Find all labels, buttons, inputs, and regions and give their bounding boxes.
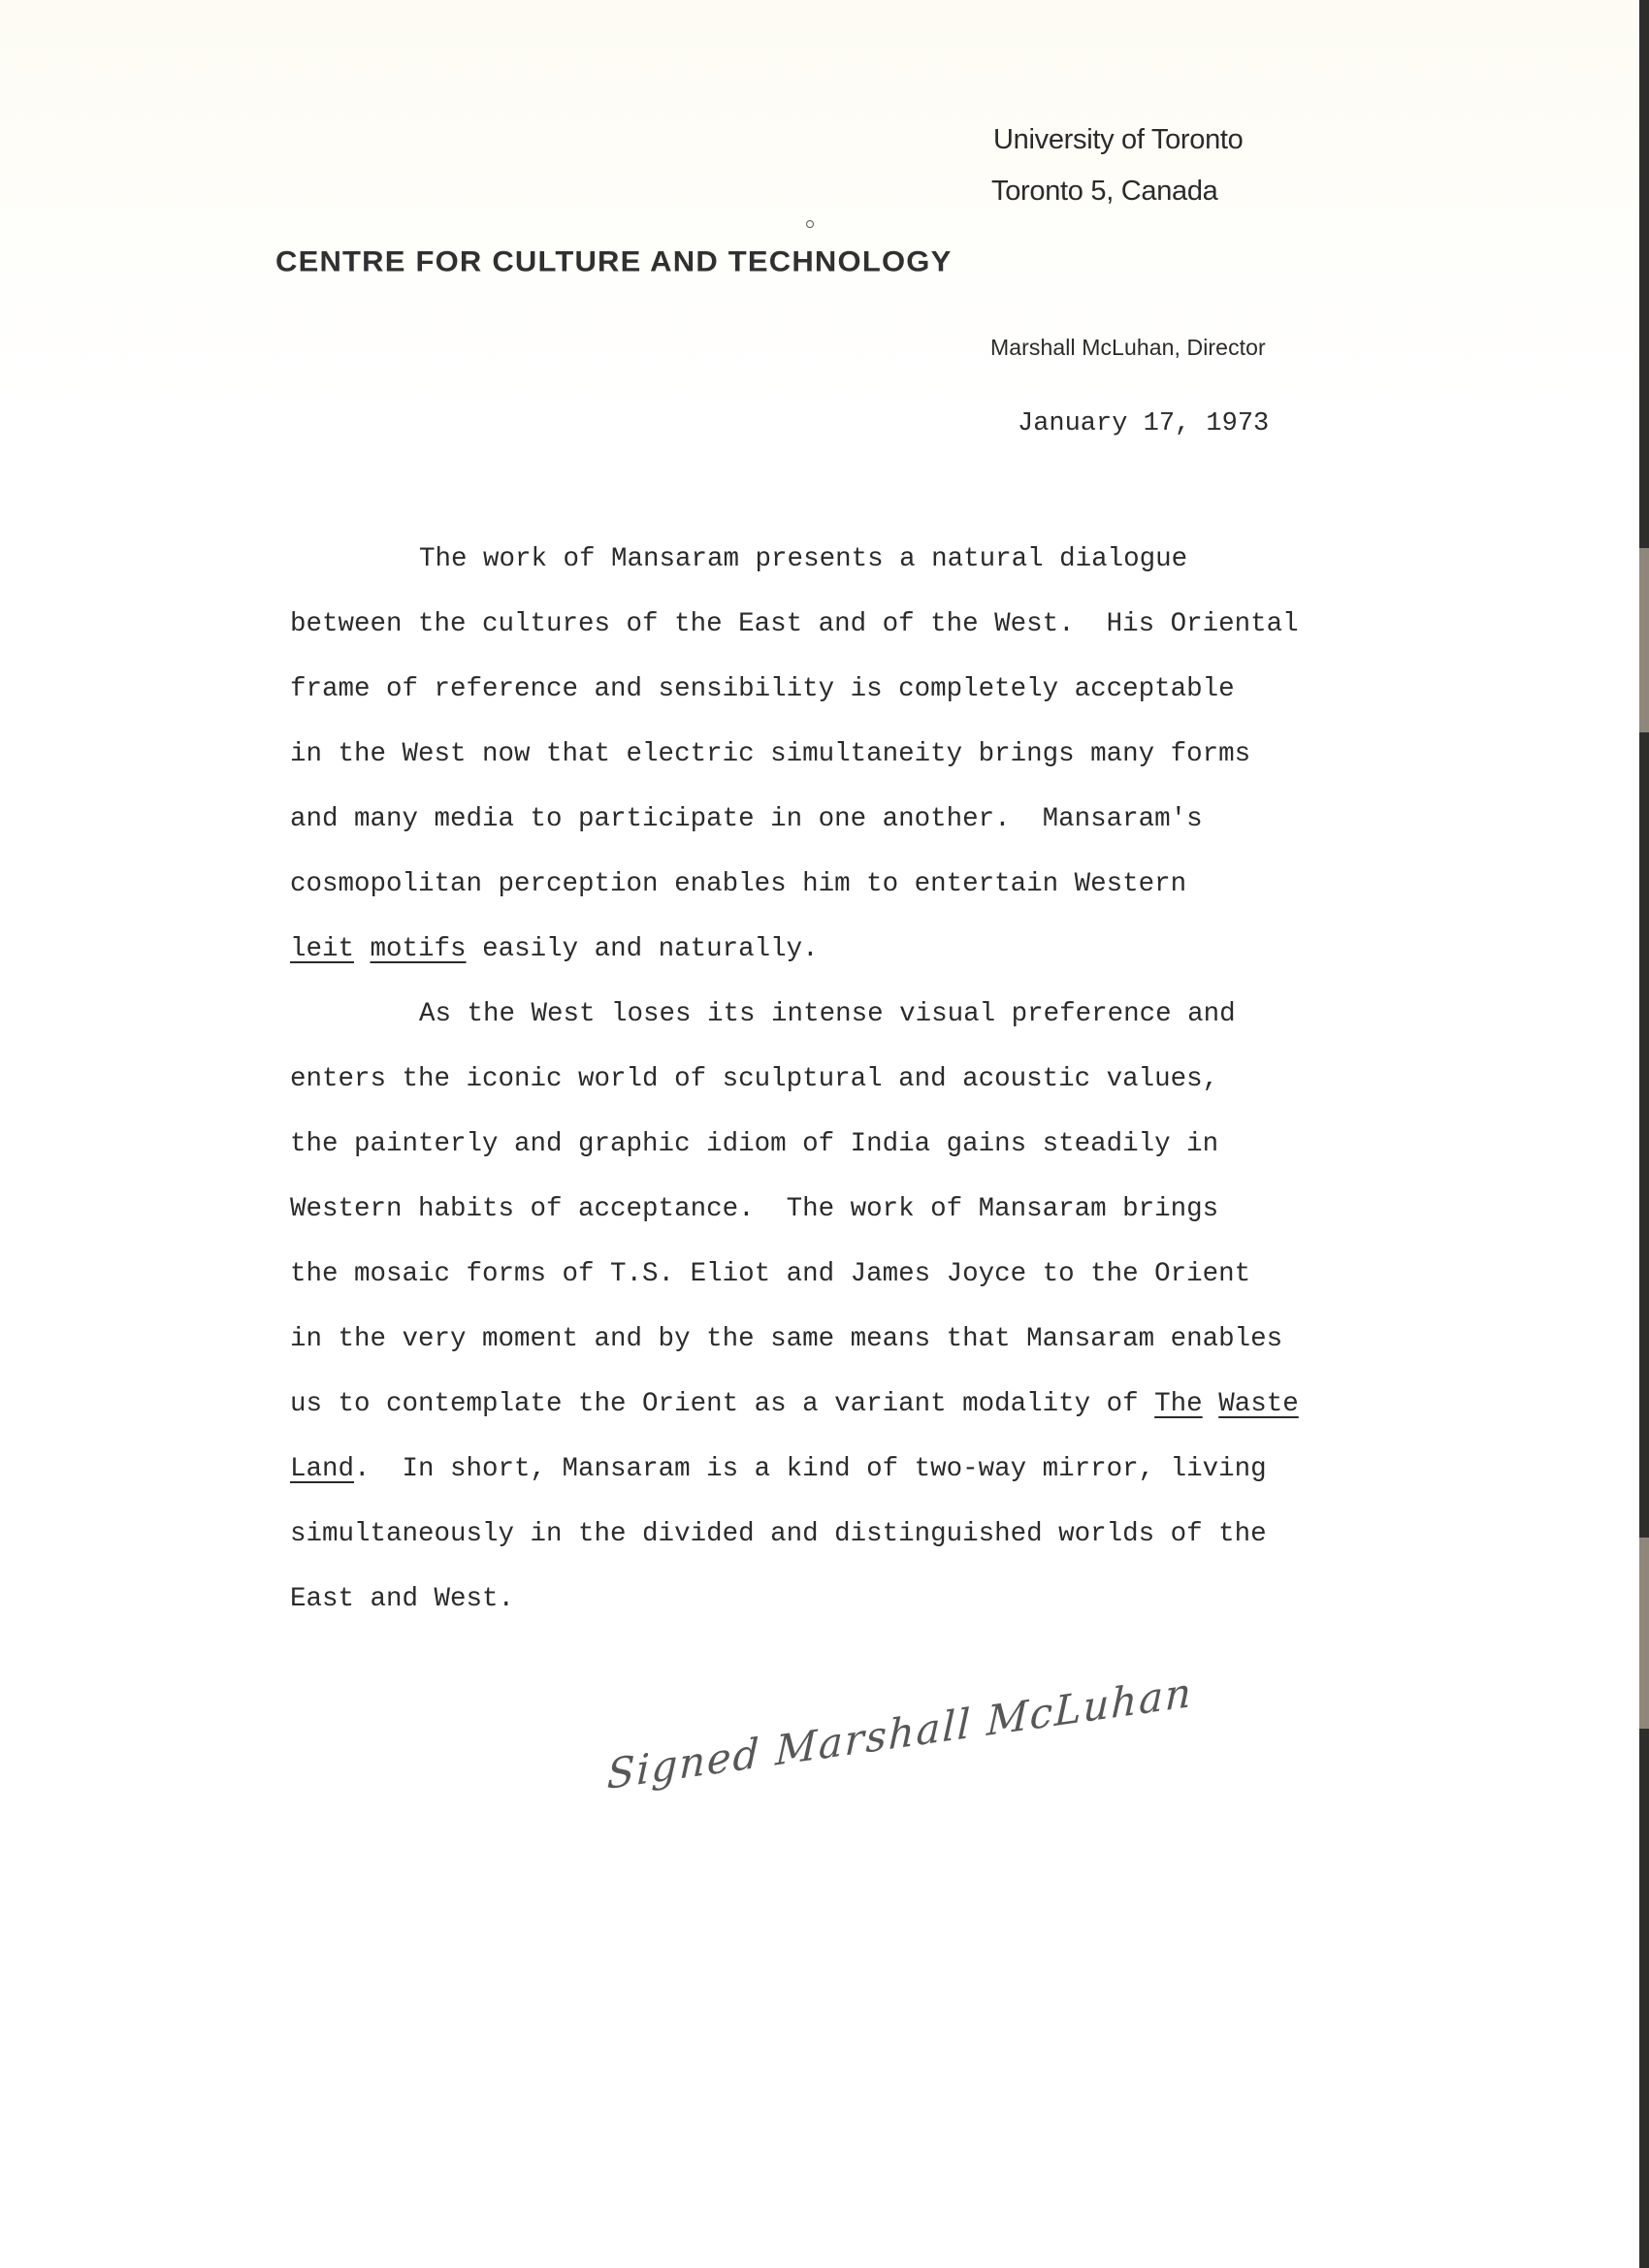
body-line <box>290 925 1376 990</box>
body-line <box>290 1380 1376 1445</box>
address-line-university: University of Toronto <box>993 124 1244 155</box>
paragraph-2 <box>290 990 1376 1640</box>
body-line: and many media to participate in one another. Mansaram's <box>290 804 1203 834</box>
scanner-edge-band <box>1639 548 1649 732</box>
body-line: the mosaic forms of T.S. Eliot and James Joyce to the Orient <box>290 1259 1251 1289</box>
scanner-edge-band <box>1639 1538 1649 1729</box>
director-line: Marshall McLuhan, Director <box>990 335 1266 360</box>
body-line: the painterly and graphic idiom of India gains steadily in <box>290 1129 1219 1159</box>
underlined-word: motifs <box>370 934 467 964</box>
body-line-text: us to contemplate the Orient as a variant modality of <box>290 1389 1139 1419</box>
address-line-city: Toronto 5, Canada <box>991 176 1218 207</box>
underlined-word: The <box>1154 1389 1203 1419</box>
body-line: in the very moment and by the same means that Mansaram enables <box>290 1324 1283 1354</box>
body-line: simultaneously in the divided and distinguished worlds of the <box>290 1519 1267 1549</box>
body-line <box>290 1445 1376 1510</box>
paragraph-1 <box>290 535 1376 990</box>
underlined-word: Land <box>290 1454 355 1484</box>
letter-date: January 17, 1973 <box>1018 409 1270 438</box>
underlined-word: leit <box>290 934 355 964</box>
body-line: The work of Mansaram presents a natural dialogue <box>419 544 1188 574</box>
organization-title: CENTRE FOR CULTURE AND TECHNOLOGY <box>275 244 953 278</box>
body-line: East and West. <box>290 1584 515 1614</box>
scanner-edge <box>1639 0 1649 2268</box>
body-line-text: . In short, Mansaram is a kind of two-way mirror, living <box>354 1454 1267 1484</box>
paper-speck <box>806 220 814 228</box>
body-line: between the cultures of the East and of the West. His Oriental <box>290 609 1299 639</box>
body-line-text: easily and naturally. <box>482 934 819 964</box>
body-line: enters the iconic world of sculptural and acoustic values, <box>290 1064 1219 1094</box>
underlined-word: Waste <box>1218 1389 1299 1419</box>
body-line: As the West loses its intense visual preference and <box>419 999 1236 1029</box>
body-line: frame of reference and sensibility is completely acceptable <box>290 674 1235 704</box>
body-line: cosmopolitan perception enables him to entertain Western <box>290 869 1187 899</box>
body-line: in the West now that electric simultaneity brings many forms <box>290 739 1251 769</box>
letter-body <box>290 535 1376 1640</box>
handwritten-signature: Signed Marshall McLuhan <box>606 1668 1194 1798</box>
body-line: Western habits of acceptance. The work of Mansaram brings <box>290 1194 1219 1224</box>
